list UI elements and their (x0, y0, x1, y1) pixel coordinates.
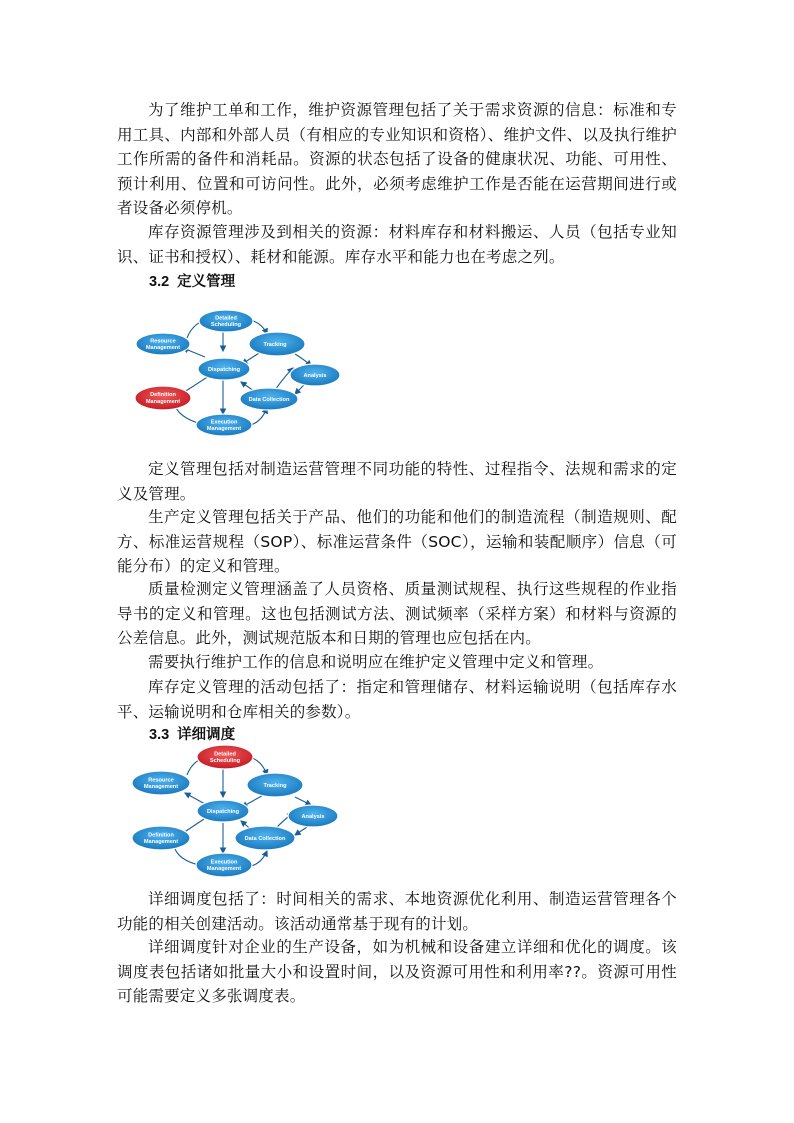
svg-text:Tracking: Tracking (263, 342, 287, 348)
svg-text:Management: Management (143, 839, 179, 845)
svg-text:Scheduling: Scheduling (210, 322, 242, 328)
paragraph: 详细调度针对企业的生产设备，如为机械和设备建立详细和优化的调度。该调度表包括诸如批量大小和设置时间，以及资源可用性和利用率??。资源可用性可能需要定义多张调度表。 (117, 938, 677, 1005)
svg-text:Definition: Definition (148, 832, 174, 839)
svg-text:Resource: Resource (150, 338, 176, 345)
svg-text:Management: Management (145, 345, 181, 351)
svg-text:Management: Management (145, 399, 181, 405)
svg-text:Management: Management (143, 784, 179, 790)
mom-cycle-diagram (125, 296, 350, 444)
paragraph: 需要执行维护工作的信息和说明应在维护定义管理中定义和管理。 (148, 653, 604, 671)
svg-text:Execution: Execution (210, 859, 238, 866)
svg-text:Analysis: Analysis (303, 373, 327, 379)
svg-text:Execution: Execution (210, 419, 238, 426)
svg-text:Dispatching: Dispatching (206, 809, 240, 815)
paragraph: 质量检测定义管理涵盖了人员资格、质量测试规程、执行这些规程的作业指导书的定义和管理。这也包括测试方法、测试频率（采样方案）和材料与资源的公差信息。此外，测试规范版本和日期的管理也应包括在内。 (117, 580, 677, 647)
svg-text:Tracking: Tracking (263, 783, 287, 789)
paragraph: 详细调度包括了：时间相关的需求、本地资源优化利用、制造运营管理各个功能的相关创建活动。该活动通常基于现有的计划。 (117, 890, 677, 933)
paragraph: 生产定义管理包括关于产品、他们的功能和他们的制造流程（制造规则、配方、标准运营规程（SOP）、标准运营条件（SOC），运输和装配顺序）信息（可能分布）的定义和管理。 (117, 508, 677, 575)
svg-text:Definition: Definition (150, 392, 176, 398)
mom-cycle-diagram (125, 737, 350, 885)
section-title: 定义管理 (177, 274, 236, 290)
diagram-svg (125, 296, 350, 444)
section-number: 3.2 (149, 274, 170, 290)
diagram-svg (125, 737, 350, 885)
paragraph: 库存定义管理的活动包括了：指定和管理储存、材料运输说明（包括库存水平、运输说明和仓库相关的参数）。 (117, 678, 677, 721)
paragraph: 为了维护工单和工作，维护资源管理包括了关于需求资源的信息：标准和专用工具、内部和外部人员（有相应的专业知识和资格）、维护文件、以及执行维护工作所需的备件和消耗品。资源的状态包括了设备的健康状况、功能、可用性、预计利用、位置和可访问性。此外，必须考虑维护工作是否能在运营期间进行或者设备必须停机。 (117, 101, 677, 217)
definition-management-node (135, 386, 191, 410)
svg-text:Dispatching: Dispatching (207, 367, 241, 373)
paragraph: 库存资源管理涉及到相关的资源：材料库存和材料搬运、人员（包括专业知识、证书和授权）、耗材和能源。库存水平和能力也在考虑之列。 (117, 223, 677, 266)
detailed-scheduling-label: Detailed (215, 315, 237, 322)
svg-text:Resource: Resource (148, 777, 174, 784)
svg-text:Data Collection: Data Collection (244, 836, 286, 842)
paragraph: 定义管理包括对制造运营管理不同功能的特性、过程指令、法规和需求的定义及管理。 (117, 460, 677, 503)
svg-text:Data Collection: Data Collection (248, 397, 290, 403)
section-number: 3.3 (149, 727, 170, 743)
section-title: 详细调度 (177, 727, 236, 743)
section-heading (149, 270, 235, 291)
svg-text:Scheduling: Scheduling (209, 758, 241, 764)
svg-text:Management: Management (206, 866, 242, 872)
svg-text:Management: Management (206, 426, 242, 432)
svg-text:Detailed: Detailed (214, 751, 236, 758)
svg-text:Analysis: Analysis (301, 814, 325, 820)
